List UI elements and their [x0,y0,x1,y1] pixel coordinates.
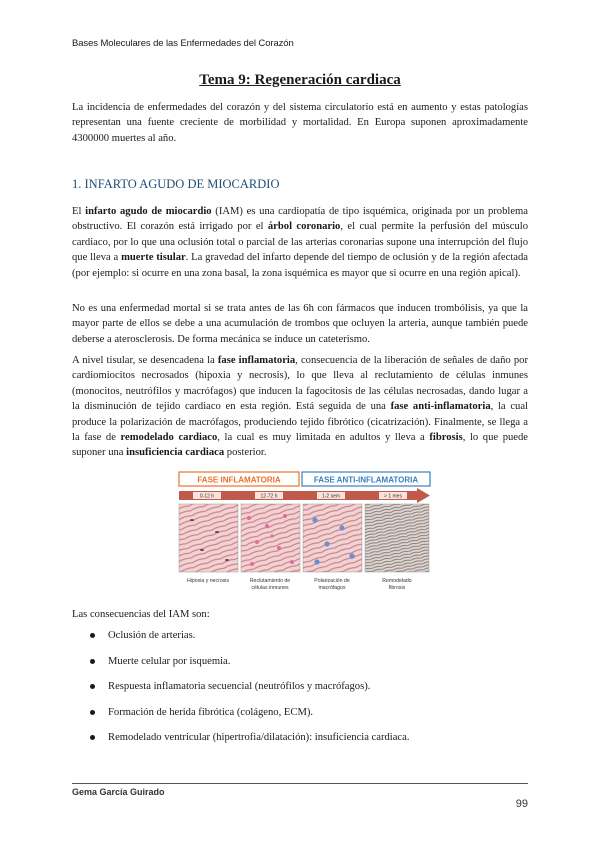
list-item: Muerte celular por isquemia. [90,654,410,680]
infarct-phases-figure [177,470,432,600]
bullet-icon [90,684,95,689]
list-item: Oclusión de arterias. [90,628,410,654]
caption-polarization-line1: Polarización de [314,578,350,584]
paragraph-tissue-phases: A nivel tisular, se desencadena la fase inflamatoria, consecuencia de la liberación de señales de daño por cardiomiocitos necrosados (hipoxia y necrosis), lo que lleva al reclutamiento de células inmunes (monocitos, neutrófilos y macrófagos) que inducen la fagocitosis de las células necrosadas, dando lugar a la disminución de tejido cardiaco en esta región. Está seguida de una fase anti-inflamatoria, la cual produce la polarización de macrófagos, produciendo tejido fibrótico (cicatrización). Finalmente, se llega a la fase de remodelado cardiaco, la cual es muy limitada en adultos y lleva a fibrosis, lo que puede suponer una insuficiencia cardiaca posterior. [72,355,528,459]
list-item: Formación de herida fibrótica (colágeno, ECM). [90,705,410,731]
term-muerte-tisular: muerte tisular [121,252,186,264]
caption-remodeling-line1: Remodelado [382,578,412,584]
term-arbol-coronario: árbol coronario [267,221,341,233]
intro-paragraph: La incidencia de enfermedades del corazón y del sistema circulatorio está en aumento y estas patologías representan una fuente creciente de morbilidad y mortalidad. En Europa suponen aproximadamente 4300000 muertes al año. [72,102,528,144]
term-iam: infarto agudo de miocardio [85,206,212,217]
list-item: Respuesta inflamatoria secuencial (neutrófilos y macrófagos). [90,679,410,705]
caption-remodeling-line2: fibrosis [388,585,406,591]
paragraph-treatment: No es una enfermedad mortal si se trata antes de las 6h con fármacos que inducen trombólisis, ya que la mayor parte de ellos se debe a una acumulación de trombos que ocluyen la arteria, aunque también puede deberse a aterosclerosis. De forma mecánica se induce un cateterismo. [72,303,528,345]
phase-inflammatory-label: FASE INFLAMATORIA [197,475,281,485]
tissue-panel-polarization [303,504,362,572]
time-label-1: 0-12 h [199,493,215,500]
caption-polarization-line2: macrófagos [318,585,346,591]
footer-author: Gema García Guirado [72,787,165,797]
term-fase-inflamatoria: fase inflamatoria [217,355,296,366]
bullet-icon [90,710,95,715]
term-fase-anti-inflamatoria: fase anti-inflamatoria [390,401,491,413]
page-number: 99 [515,798,528,810]
caption-necrosis: Hipoxia y necrosis [186,578,230,584]
time-label-3: 1-2 sem [321,493,341,500]
paragraph-iam-definition: El infarto agudo de miocardio (IAM) es una cardiopatía de tipo isquémica, originada por un problema obstructivo. El corazón está irrigado por el árbol coronario, el cual permite la perfusión del músculo cardiaco, por lo que una oclusión total o parcial de las arterias coronarias supone una interrupción del flujo que lleva a muerte tisular. La gravedad del infarto depende del tiempo de oclusión y de la región afectada (por ejemplo: si ocurre en una zona basal, la zona isquémica es mayor que si ocurre en una región apical). [72,206,528,279]
bullet-icon [90,633,95,638]
bullet-icon [90,735,95,740]
tissue-panel-necrosis [179,504,238,572]
tissue-panel-fibrosis [365,504,429,572]
time-label-2: 12-72 h [260,493,278,500]
consequences-list [90,628,410,756]
consequences-intro: Las consecuencias del IAM son: [72,609,210,620]
caption-recruitment-line1: Reclutamiento de [249,578,291,584]
phase-anti-inflammatory-label: FASE ANTI-INFLAMATORIA [313,475,419,485]
term-insuficiencia-cardiaca: insuficiencia cardiaca [126,447,225,459]
time-label-4: > 1 mes [384,493,402,500]
page-title: Tema 9: Regeneración cardiaca [199,72,401,88]
section-heading: 1. INFARTO AGUDO DE MIOCARDIO [72,177,280,191]
list-item: Remodelado ventricular (hipertrofia/dilatación): insuficiencia cardiaca. [90,730,410,756]
running-header: Bases Moleculares de las Enfermedades del Corazón [72,38,294,49]
term-fibrosis: fibrosis [429,432,463,444]
caption-recruitment-line2: células inmunes [251,585,289,591]
footer-divider [72,783,528,784]
term-remodelado-cardiaco: remodelado cardiaco [120,432,218,444]
bullet-icon [90,659,95,664]
